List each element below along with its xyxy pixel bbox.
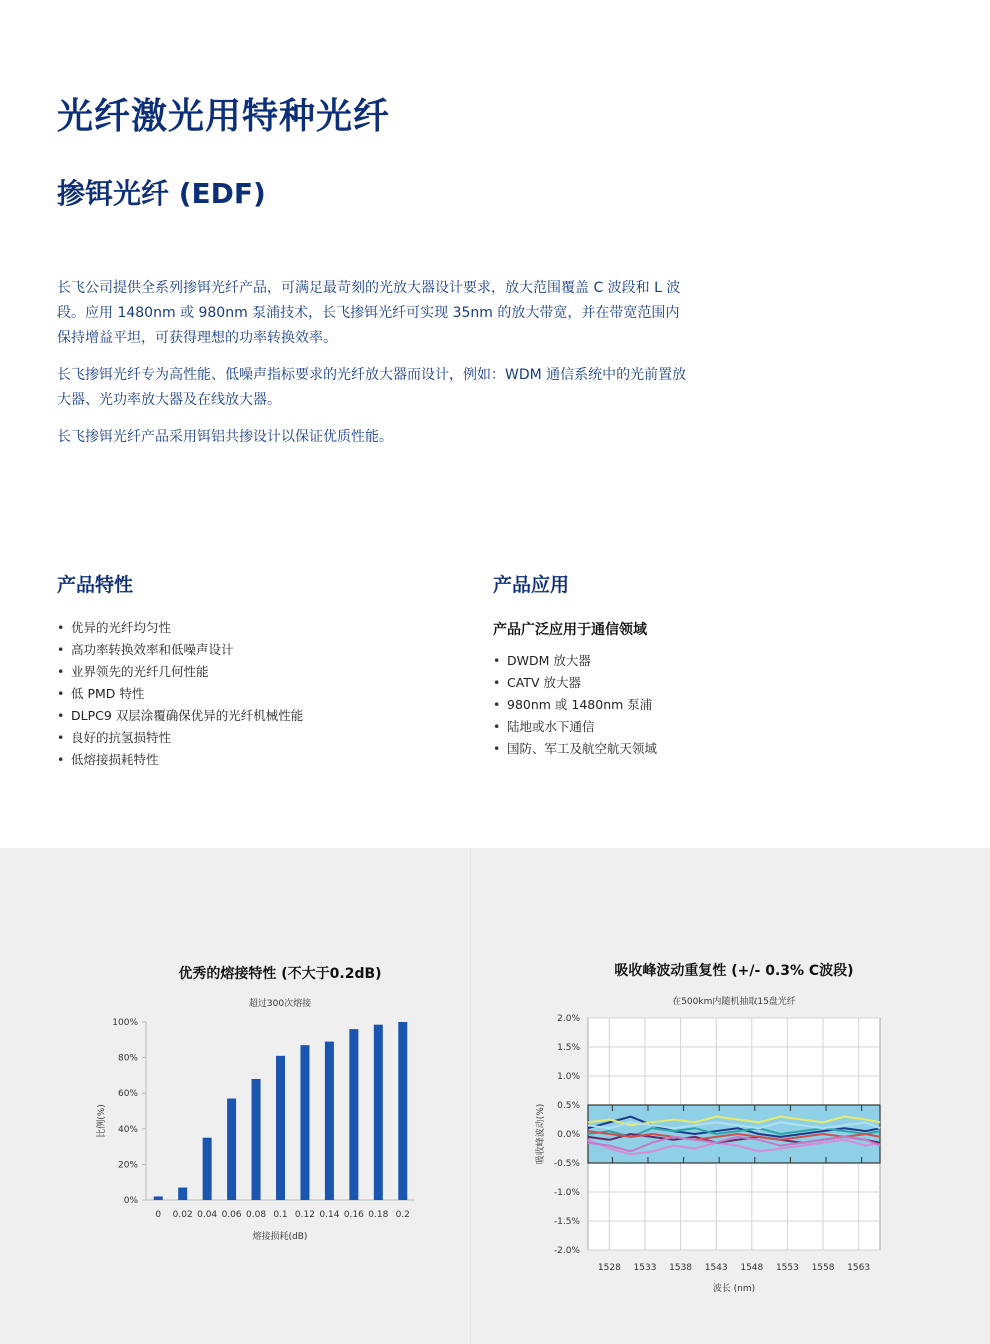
bar [398, 1022, 407, 1200]
list-item: • 良好的抗氢损特性 [57, 727, 303, 749]
list-item: • CATV 放大器 [493, 672, 657, 694]
list-item: • 优异的光纤均匀性 [57, 617, 303, 639]
absorption-line-chart [528, 950, 948, 1305]
y-tick-label: 40% [117, 1124, 138, 1135]
list-item: • DLPC9 双层涂覆确保优异的光纤机械性能 [57, 705, 303, 727]
x-tick-label: 1533 [633, 1263, 657, 1273]
applications-subheading: 产品广泛应用于通信领域 [493, 622, 647, 638]
list-item: • 陆地或水下通信 [493, 716, 657, 738]
bar [349, 1029, 358, 1200]
y-tick-label: 0% [123, 1196, 138, 1206]
x-tick-label: 1538 [669, 1263, 693, 1273]
x-tick-label: 0.1 [273, 1210, 288, 1220]
list-item: • DWDM 放大器 [493, 650, 657, 672]
x-tick-label: 0.2 [395, 1210, 410, 1220]
bar [154, 1196, 163, 1200]
chart-title: 优秀的熔接特性 (不大于0.2dB) [178, 966, 382, 982]
intro-section [57, 276, 687, 462]
list-item: • 低熔接损耗特性 [57, 749, 303, 771]
chart-subtitle: 在500km内随机抽取15盘光纤 [672, 997, 796, 1007]
bar [227, 1099, 236, 1200]
y-tick-label: -1.5% [553, 1217, 580, 1227]
chart-subtitle: 超过300次熔接 [248, 999, 312, 1009]
x-tick-label: 0.16 [343, 1210, 364, 1220]
list-item: • 业界领先的光纤几何性能 [57, 661, 303, 683]
y-axis-label: 比例(%) [97, 1104, 107, 1138]
x-tick-label: 0 [155, 1210, 162, 1220]
bar [276, 1056, 285, 1200]
y-tick-label: 60% [117, 1089, 138, 1100]
bar [374, 1025, 383, 1200]
y-tick-label: 1.5% [557, 1043, 580, 1053]
y-axis-label: 吸收峰波动(%) [536, 1103, 546, 1165]
x-tick-label: 0.02 [172, 1210, 193, 1220]
y-tick-label: 1.0% [557, 1072, 580, 1082]
x-tick-label: 1558 [811, 1263, 835, 1273]
applications-list [493, 650, 657, 760]
bar [300, 1045, 309, 1200]
x-axis-label: 熔接损耗(dB) [252, 1232, 308, 1242]
y-tick-label: 80% [117, 1053, 138, 1064]
list-item: • 980nm 或 1480nm 泵浦 [493, 694, 657, 716]
y-tick-label: -1.0% [553, 1188, 580, 1198]
features-heading: 产品特性 [57, 574, 134, 596]
y-tick-label: 2.0% [557, 1014, 580, 1024]
x-tick-label: 0.06 [221, 1210, 242, 1220]
bar [325, 1042, 334, 1200]
features-list [57, 617, 303, 771]
x-tick-label: 1553 [775, 1263, 799, 1273]
x-tick-label: 0.12 [294, 1210, 315, 1220]
x-tick-label: 0.08 [246, 1210, 267, 1220]
x-tick-label: 0.18 [368, 1210, 389, 1220]
x-tick-label: 0.14 [319, 1210, 340, 1220]
y-tick-label: -0.5% [553, 1159, 580, 1169]
chart-title: 吸收峰波动重复性 (+/- 0.3% C波段) [614, 963, 854, 979]
x-tick-label: 1563 [847, 1263, 871, 1273]
bar [203, 1138, 212, 1200]
y-tick-label: -2.0% [553, 1246, 580, 1256]
applications-heading: 产品应用 [493, 574, 570, 596]
x-tick-label: 1548 [740, 1263, 764, 1273]
x-tick-label: 0.04 [197, 1210, 218, 1220]
y-tick-label: 0.5% [557, 1101, 580, 1111]
intro-paragraph: 长飞掺铒光纤产品采用铒铝共掺设计以保证优质性能。 [57, 429, 393, 445]
y-tick-label: 0.0% [557, 1130, 580, 1140]
y-tick-label: 100% [112, 1018, 138, 1028]
y-tick-label: 20% [117, 1160, 138, 1171]
list-item: • 高功率转换效率和低噪声设计 [57, 639, 303, 661]
splice-loss-bar-chart [90, 955, 430, 1255]
bar [178, 1188, 187, 1200]
x-tick-label: 1528 [597, 1263, 621, 1273]
x-tick-label: 1543 [704, 1263, 728, 1273]
intro-paragraph: 长飞公司提供全系列掺铒光纤产品，可满足最苛刻的光放大器设计要求，放大范围覆盖 C 波段和 L 波段。应用 1480nm 或 980nm 泵浦技术，长飞掺铒光纤可实现 35nm 的放大带宽，并在带宽范围内保持增益平坦，可获得理想的功率转换效率。 [57, 280, 681, 346]
intro-paragraph: 长飞掺铒光纤专为高性能、低噪声指标要求的光纤放大器而设计，例如：WDM 通信系统中的光前置放大器、光功率放大器及在线放大器。 [57, 367, 687, 408]
list-item: • 低 PMD 特性 [57, 683, 303, 705]
bar [252, 1079, 261, 1200]
page-subtitle: 掺铒光纤 (EDF) [57, 177, 266, 210]
panel-divider [470, 848, 471, 1344]
list-item: • 国防、军工及航空航天领域 [493, 738, 657, 760]
x-axis-label: 波长 (nm) [712, 1284, 756, 1294]
page-title: 光纤激光用特种光纤 [57, 96, 391, 137]
